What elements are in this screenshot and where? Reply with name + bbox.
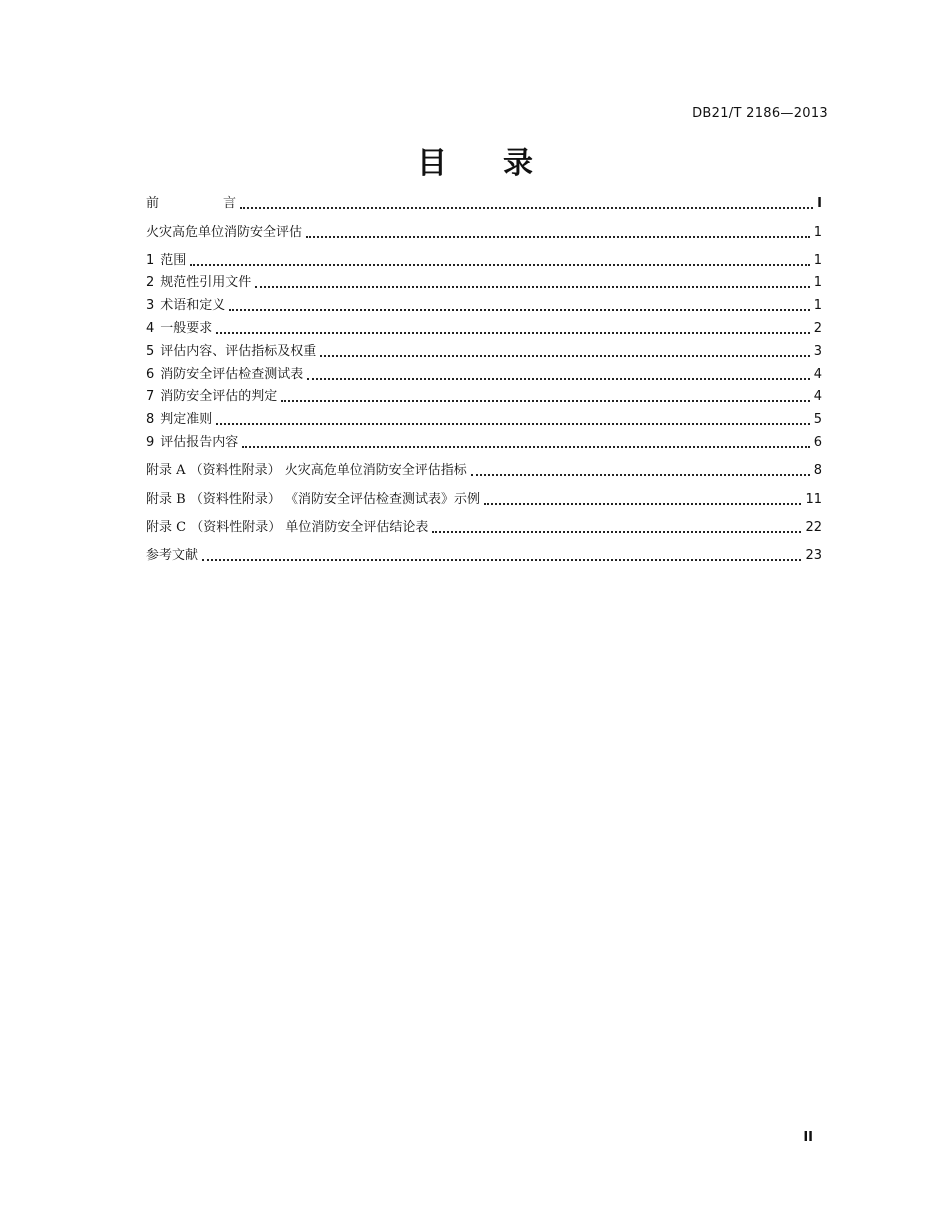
toc-entry-page: 23 <box>805 548 822 563</box>
toc-leader-dots <box>432 531 801 533</box>
toc-leader-dots <box>216 423 809 425</box>
toc-leader-dots <box>190 264 809 266</box>
toc-leader-dots <box>307 378 809 380</box>
toc-entry-appendix-c[interactable] <box>146 518 822 538</box>
toc-entry-page: 8 <box>813 463 822 478</box>
toc-entry-8[interactable] <box>146 410 822 430</box>
toc-leader-dots <box>229 309 809 311</box>
toc-entry-label: 附录 A （资料性附录） 火灾高危单位消防安全评估指标 <box>146 463 467 478</box>
document-code: DB21/T 2186—2013 <box>692 106 828 121</box>
toc-entry-number: 9 <box>146 435 155 450</box>
toc-entry-appendix-b[interactable] <box>146 490 822 510</box>
toc-entry-6[interactable] <box>146 365 822 385</box>
toc-entry-number: 7 <box>146 389 155 404</box>
toc-entry-page: 22 <box>805 520 822 535</box>
toc-entry-page: 6 <box>813 435 822 450</box>
toc-entry-4[interactable] <box>146 319 822 339</box>
toc-leader-dots <box>484 503 802 505</box>
toc-entry-page: 4 <box>813 389 822 404</box>
toc-entry-number: 8 <box>146 412 155 427</box>
toc-entry-page: 1 <box>813 225 822 240</box>
toc-leader-dots <box>281 400 809 402</box>
toc-title-char-2: 录 <box>503 146 533 181</box>
toc-leader-dots <box>202 559 801 561</box>
toc-leader-dots <box>320 355 809 357</box>
toc-entry-page: 3 <box>813 344 822 359</box>
toc-entry-label: 前 言 <box>146 196 237 211</box>
toc-title-char-1: 目 <box>417 146 447 181</box>
toc-entry-label: 火灾高危单位消防安全评估 <box>146 225 303 240</box>
page-number: II <box>803 1130 813 1145</box>
toc-entry-label: 术语和定义 <box>160 298 226 313</box>
toc-leader-dots <box>216 332 809 334</box>
toc-leader-dots <box>242 446 809 448</box>
toc-entry-number: 2 <box>146 275 155 290</box>
toc-entry-page: 1 <box>813 298 822 313</box>
toc-entry-page: 4 <box>813 367 822 382</box>
toc-entry-page: Ⅰ <box>817 196 822 211</box>
toc-entry-references[interactable] <box>146 546 822 566</box>
toc-entry-label: 附录 C （资料性附录） 单位消防安全评估结论表 <box>146 520 429 535</box>
toc-entry-label: 一般要求 <box>160 321 213 336</box>
toc-entry-5[interactable] <box>146 342 822 362</box>
toc-title <box>0 144 950 184</box>
toc-entry-number: 6 <box>146 367 155 382</box>
toc-entry-label: 消防安全评估检查测试表 <box>160 367 304 382</box>
toc-entry-1[interactable] <box>146 251 822 271</box>
toc-entry-label: 评估内容、评估指标及权重 <box>160 344 317 359</box>
toc-entry-2[interactable] <box>146 273 822 293</box>
toc-entry-page: 5 <box>813 412 822 427</box>
toc-entry-label: 规范性引用文件 <box>160 275 252 290</box>
toc-entry-label: 消防安全评估的判定 <box>160 389 278 404</box>
toc-entry-page: 1 <box>813 253 822 268</box>
toc-entry-label: 判定准则 <box>160 412 213 427</box>
toc-entry-number: 5 <box>146 344 155 359</box>
toc-leader-dots <box>255 286 809 288</box>
toc-leader-dots <box>471 474 810 476</box>
toc-entry-label: 参考文献 <box>146 548 199 563</box>
toc-entry-page: 1 <box>813 275 822 290</box>
toc-entry-7[interactable] <box>146 387 822 407</box>
toc-entry-number: 3 <box>146 298 155 313</box>
toc-entry-3[interactable] <box>146 296 822 316</box>
toc-entry-label: 评估报告内容 <box>160 435 239 450</box>
toc-entry-main-title[interactable] <box>146 223 822 243</box>
toc-entry-label: 附录 B （资料性附录） 《消防安全评估检查测试表》示例 <box>146 492 480 507</box>
toc-leader-dots <box>240 207 813 209</box>
toc-entry-9[interactable] <box>146 433 822 453</box>
toc-entry-appendix-a[interactable] <box>146 461 822 481</box>
toc-entry-number: 4 <box>146 321 155 336</box>
toc-entry-label: 范围 <box>160 253 187 268</box>
toc-entry-number: 1 <box>146 253 155 268</box>
toc-entry-foreword[interactable] <box>146 194 822 214</box>
toc-entry-page: 11 <box>805 492 822 507</box>
toc-entry-page: 2 <box>813 321 822 336</box>
toc-leader-dots <box>306 236 810 238</box>
